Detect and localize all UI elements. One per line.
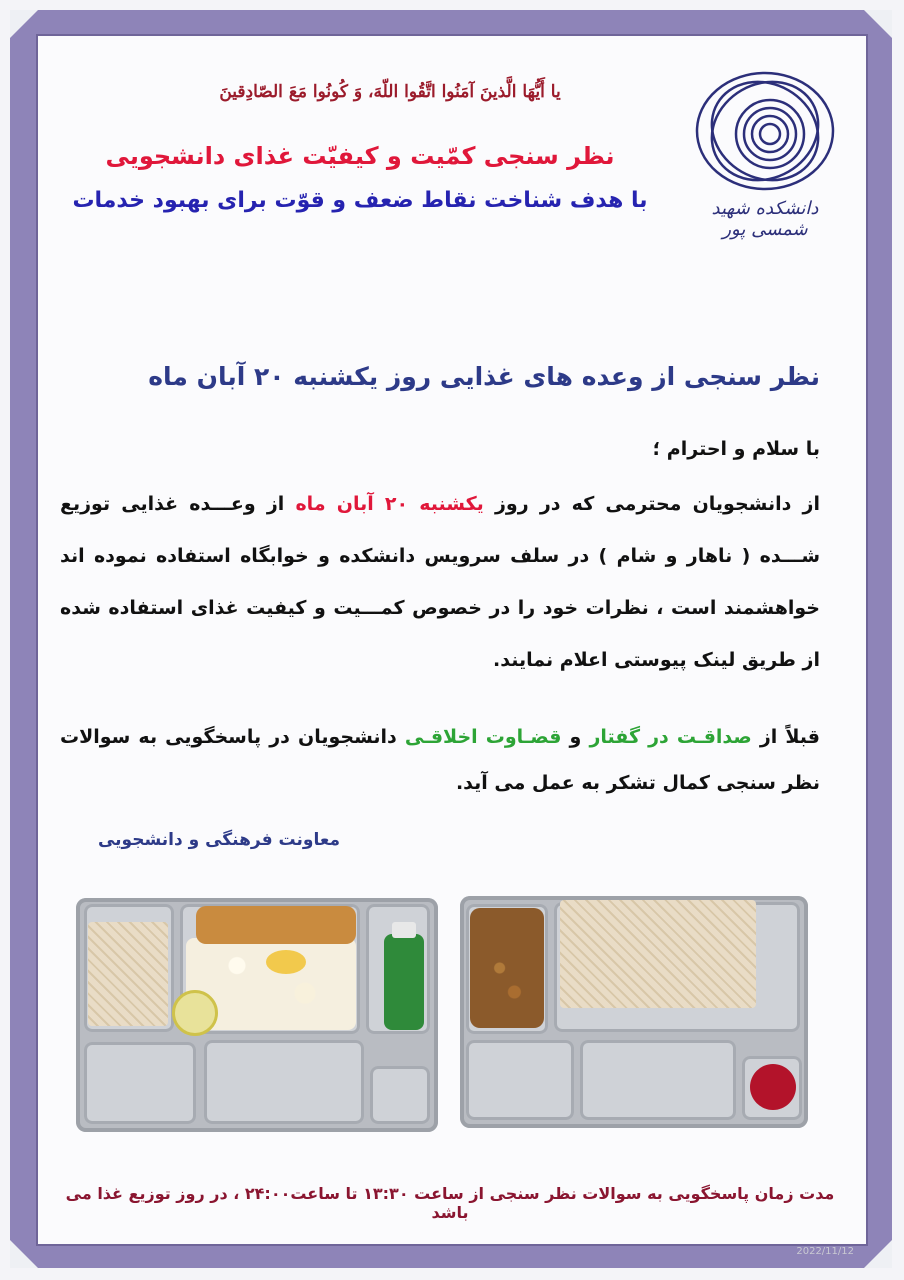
- p2-text-b: و: [561, 726, 590, 748]
- lemon: [172, 990, 218, 1036]
- poster-title: نظر سنجی کمّیت و کیفیّت غذای دانشجویی: [105, 142, 615, 170]
- tray-compartment: [580, 1040, 736, 1120]
- poster-subtitle: با هدف شناخت نقاط ضعف و قوّت برای بهبود خدمات: [72, 188, 648, 213]
- frame-corner-top-right: [864, 10, 892, 38]
- response-time-note: مدت زمان پاسخگویی به سوالات نظر سنجی از ساعت ۱۳:۳۰ تا ساعت۲۴:۰۰ ، در روز توزیع غذا می باشد: [65, 1184, 835, 1222]
- university-emblem-icon: [690, 66, 840, 196]
- survey-date-highlight: یکشنبه ۲۰ آبان ماه: [295, 493, 484, 515]
- p2-text-a: قبلاً از: [751, 726, 821, 748]
- survey-paragraph-2: [60, 714, 820, 806]
- bottle-cap: [392, 922, 416, 938]
- drink-bottle: [384, 934, 424, 1030]
- bread: [560, 900, 756, 1008]
- survey-title: نظر سنجی از وعده های غذایی روز یکشنبه ۲۰ آبان ماه: [148, 362, 820, 391]
- quran-verse: يا أَيُّهَا الَّذينَ آمَنُوا اتَّقُوا اللّهَ، وَ كُونُوا مَعَ الصّادِقينَ: [219, 82, 561, 102]
- frame-corner-bottom-right: [864, 1240, 892, 1268]
- greeting: با سلام و احترام ؛: [652, 438, 820, 460]
- logo-caption: دانشکده شهید شمسی پور: [711, 198, 819, 240]
- p1-text-b: از وعـــده غذایی توزیع شـــده ( ناهار و شام ) در سلف سرویس دانشکده و خوابگاه استفاده نموده اند خواهشمند است ، نظرات خود را در خصوص کمـــیت و کیفیت غذای استفاده شده از طریق لینک پیوستی اعلام نمایند.: [60, 493, 820, 671]
- signature: معاونت فرهنگی و دانشجویی: [97, 830, 340, 850]
- stew: [470, 908, 544, 1028]
- watermark: 2022/11/12: [796, 1246, 854, 1257]
- chicken-kebab: [196, 906, 356, 944]
- tray-compartment: [84, 1042, 196, 1124]
- ethics-highlight: قضـاوت اخلاقـی: [404, 726, 562, 748]
- tray-compartment: [466, 1040, 574, 1120]
- lunch-tray-kebab-rice-image: [76, 898, 438, 1132]
- frame-corner-top-left: [10, 10, 38, 38]
- tray-compartment: [204, 1040, 364, 1124]
- tray-compartment: [370, 1066, 430, 1124]
- survey-paragraph-1: [60, 478, 820, 686]
- saffron-rice: [266, 950, 306, 974]
- frame-corner-bottom-left: [10, 1240, 38, 1268]
- bread: [88, 922, 168, 1026]
- honesty-highlight: صداقـت در گفتار: [589, 726, 752, 748]
- p1-text-a: از دانشجویان محترمی که در روز: [483, 493, 821, 515]
- dinner-tray-stew-bread-image: [460, 896, 808, 1128]
- pickled-vegetables: [750, 1064, 796, 1110]
- p2-text-c: دانشجویان در پاسخگویی به سوالات نظر سنجی کمال تشکر به عمل می آید.: [60, 726, 820, 794]
